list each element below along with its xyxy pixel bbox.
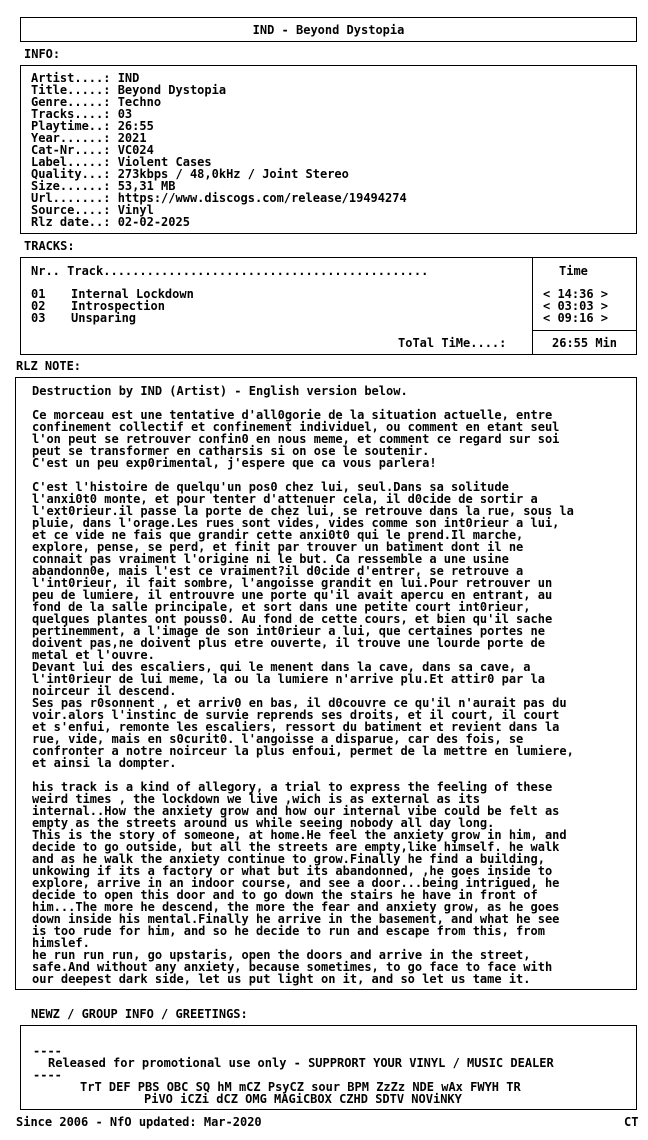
info-line: Quality...: 273kbps / 48,0kHz / Joint Stereo xyxy=(31,167,349,181)
info-box xyxy=(20,65,637,234)
info-line: Tracks....: 03 xyxy=(31,107,133,121)
tracks-header: Nr.. Track............................................. xyxy=(31,264,429,278)
total-time-value: 26:55 Min xyxy=(552,336,618,350)
track-title: Unsparing xyxy=(71,311,137,325)
info-line: Playtime..: 26:55 xyxy=(31,119,154,133)
track-number: 01 xyxy=(31,287,46,301)
info-line: Label.....: Violent Cases xyxy=(31,155,212,169)
time-header: Time xyxy=(559,264,588,278)
track-number: 03 xyxy=(31,311,46,325)
info-line: Cat-Nr....: VC024 xyxy=(31,143,154,157)
tracks-total-divider xyxy=(532,330,637,331)
info-line: Source....: Vinyl xyxy=(31,203,154,217)
greetings-groups-line1: TrT DEF PBS OBC SQ hM mCZ PsyCZ sour BPM ZzZz NDE wAx FWYH TR xyxy=(80,1080,521,1094)
info-line: Url.......: https://www.discogs.com/release/19494274 xyxy=(31,191,407,205)
note-text: Destruction by IND (Artist) - English version below. Ce morceau est une tentative d'all0gorie de la situation actuelle, entre confinement collectif et confinement individuel, ou comment en etant seul l'on peut se retrouver confin0 en nous meme, et comment ce regard sur soi peut se transformer en catharsis si on ose le soutenir. C'est un peu exp0rimental, j'espere que ca vous parlera! C'est l'histoire de quelqu'un pos0 chez lui, seul.Dans sa solitude l'anxi0t0 monte, et pour tenter d'attenuer cela, il d0cide de sortir a l'ext0rieur.il passe la porte de chez lui, se retrouve dans la rue, sous la pluie, dans l'orage.Les rues sont vides, vides comme son int0rieur a lui, et ce vide ne fais que grandir cette anxi0t0 qui le prend.Il marche, explore, pense, se perd, et finit par trouver un batiment dont il ne connait pas vraiment l'origine ni le but. Ca ressemble a une usine abandonn0e, mais l'est ce vraiment?il d0cide d'entrer, se retrouve a l'int0rieur, il fait sombre, l'angoisse grandit en lui.Pour retrouver un peu de lumiere, il entrouvre une porte qu'il avait apercu en entrant, au fond de la salle principale, et sort dans une petite court int0rieur, quelques plantes ont pouss0. Au fond de cette cours, et bien qu'il sache pertinemment, a l'image de son int0rieur a lui, que certaines portes ne doivent pas,ne doivent plus etre ouverte, il trouve une lourde porte de metal et l'ouvre. Devant lui des escaliers, qui le menent dans la cave, dans sa cave, a l'int0rieur de lui meme, la ou la lumiere n'arrive plu.Et attir0 par la noirceur il descend. Ses pas r0sonnent , et arriv0 en bas, il d0couvre ce qu'il n'aurait pas du voir.alors l'instinc de survie reprends ses droits, et il court, il court et s'enfui, remonte les escaliers, ressort du batiment et revient dans la rue, vide, mais en s0curit0. l'angoisse a disparue, car des fois, se confronter a notre noirceur la plus enfoui, permet de la mettre en lumiere, et ainsi la dompter. his track is a kind of allegory, a trial to express the feeling of these weird times , the lockdown we live ,wich is as external as its internal..How the anxiety grow and how our internal vibe could be felt as empty as the streets around us while seeing nobody all day long. This is the story of someone, at home.He feel the anxiety grow in him, and decide to go outside, but all the streets are empty,like himself. he walk and as he walk the anxiety continue to grow.Finally he find a building, unkowing if its a factory or what but its abandonned, ,he goes inside to explore, arrive in an indoor course, and see a door...being intrigued, he decide to open this door and to go down the stairs he have in front of him...The more he descend, the more the fear and anxiety grow, as he goes down inside his mental.Finally he arrive in the basement, and what he see is too rude for him, and so he decide to run and escape from this, from himslef. he run run run, go upstaris, open the doors and arrive in the street, safe.And without any anxiety, because sometimes, to go face to face with our deepest dark side, let us put light on it, and so let us tame it. xyxy=(32,384,574,986)
footer-right: CT xyxy=(624,1115,639,1129)
footer-left: Since 2006 - NfO updated: Mar-2020 xyxy=(16,1115,262,1129)
track-time: < 09:16 > xyxy=(543,311,609,325)
tracks-box xyxy=(20,257,637,355)
track-title: Internal Lockdown xyxy=(71,287,194,301)
info-line: Rlz date..: 02-02-2025 xyxy=(31,215,190,229)
dash-line-top: ---- xyxy=(33,1044,62,1058)
note-box xyxy=(15,377,637,990)
info-line: Size......: 53,31 MB xyxy=(31,179,176,193)
greetings-groups-line2: PiVO iCZi dCZ OMG MAGiCBOX CZHD SDTV NOViNKY xyxy=(144,1092,462,1106)
note-label: RLZ NOTE: xyxy=(16,359,82,373)
track-time: < 14:36 > xyxy=(543,287,609,301)
title-box xyxy=(20,17,637,42)
greetings-label: NEWZ / GROUP INFO / GREETINGS: xyxy=(31,1007,248,1021)
track-number: 02 xyxy=(31,299,46,313)
total-time-label: ToTal TiMe....: xyxy=(398,336,507,350)
track-title: Introspection xyxy=(71,299,165,313)
info-line: Title.....: Beyond Dystopia xyxy=(31,83,227,97)
promo-text: Released for promotional use only - SUPPRORT YOUR VINYL / MUSIC DEALER xyxy=(48,1056,554,1070)
info-lines xyxy=(31,72,407,228)
tracks-column-divider xyxy=(532,258,533,355)
info-line: Year......: 2021 xyxy=(31,131,147,145)
release-title: IND - Beyond Dystopia xyxy=(252,23,405,37)
track-time: < 03:03 > xyxy=(543,299,609,313)
tracks-label: TRACKS: xyxy=(24,239,75,253)
info-line: Genre.....: Techno xyxy=(31,95,162,109)
info-label: INFO: xyxy=(24,47,61,61)
dash-line-bottom: ---- xyxy=(33,1068,62,1082)
info-line: Artist....: IND xyxy=(31,71,140,85)
greetings-box xyxy=(20,1025,637,1110)
